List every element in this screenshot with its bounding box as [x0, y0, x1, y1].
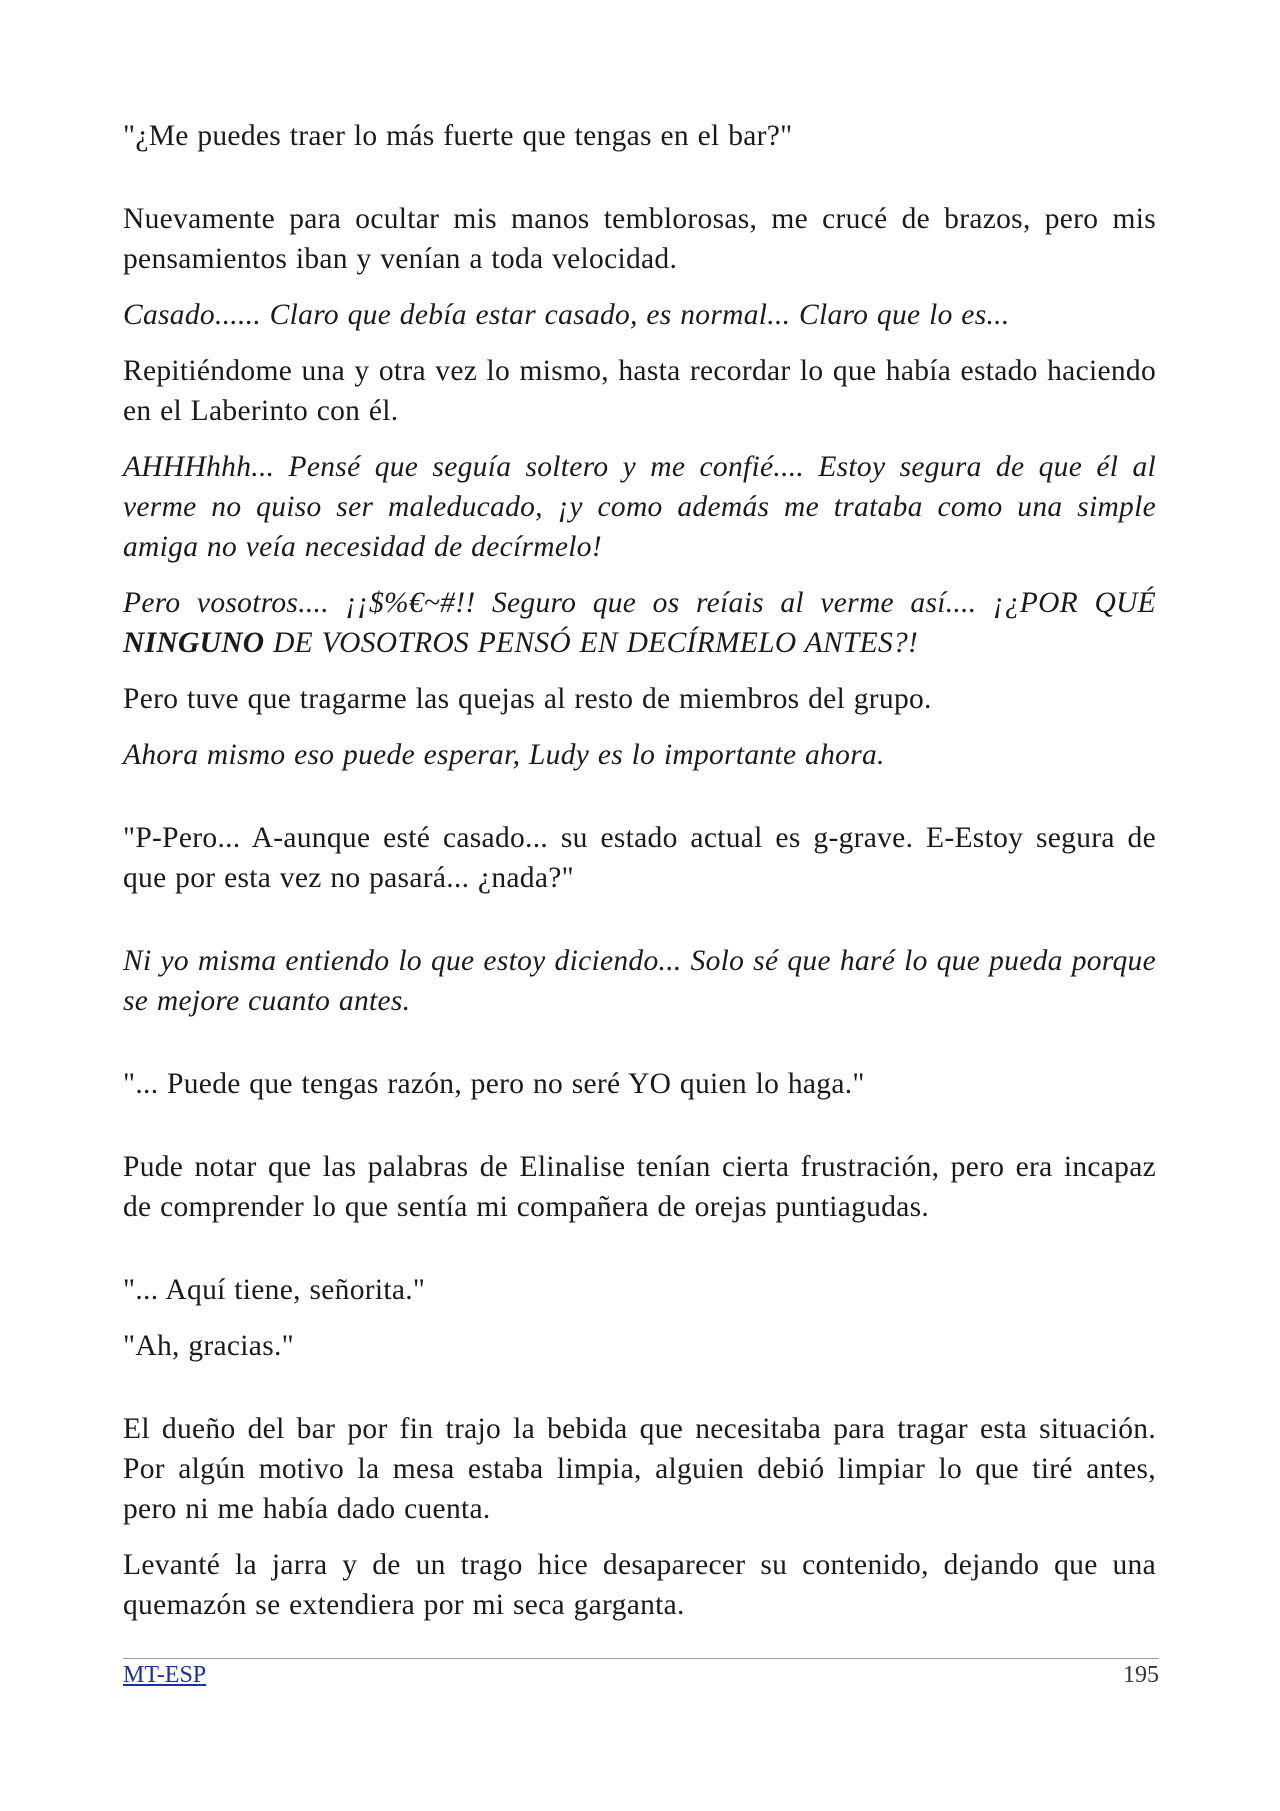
thought-paragraph: Ni yo misma entiendo lo que estoy diciendo... Solo sé que haré lo que pueda porque se mejore cuanto antes.	[123, 945, 1156, 1017]
emphasis-text: NINGUNO	[123, 627, 265, 659]
thought-text: DE VOSOTROS PENSÓ EN DECÍRMELO ANTES?!	[264, 627, 919, 659]
narration-paragraph: Levanté la jarra y de un trago hice desaparecer su contenido, dejando que una quemazón se extendiera por mi seca garganta.	[123, 1549, 1156, 1621]
thought-paragraph: AHHHhhh... Pensé que seguía soltero y me confié.... Estoy segura de que él al verme no quiso ser maleducado, ¡y como además me trataba como una simple amiga no veía necesidad de decírmelo!	[123, 451, 1156, 563]
narration-paragraph: Repitiéndome una y otra vez lo mismo, hasta recordar lo que había estado haciendo en el Laberinto con él.	[123, 355, 1156, 427]
footer-source-link[interactable]: MT-ESP	[123, 1662, 207, 1688]
narration-paragraph: Pude notar que las palabras de Elinalise tenían cierta frustración, pero era incapaz de comprender lo que sentía mi compañera de orejas puntiagudas.	[123, 1151, 1156, 1223]
narration-paragraph: Nuevamente para ocultar mis manos temblorosas, me crucé de brazos, pero mis pensamientos iban y venían a toda velocidad.	[123, 203, 1156, 275]
thought-text: Pero vosotros.... ¡¡$%€~#!! Seguro que os reíais al verme así.... ¡¿POR QUÉ	[123, 587, 1156, 619]
dialogue-paragraph: "¿Me puedes traer lo más fuerte que tengas en el bar?"	[123, 120, 793, 152]
thought-paragraph	[123, 583, 1156, 663]
page-footer	[123, 1658, 1159, 1695]
thought-paragraph: Casado...... Claro que debía estar casado, es normal... Claro que lo es...	[123, 299, 1010, 331]
dialogue-paragraph: "P-Pero... A-aunque esté casado... su estado actual es g-grave. E-Estoy segura de que por esta vez no pasará... ¿nada?"	[123, 822, 1156, 894]
dialogue-paragraph: "... Puede que tengas razón, pero no seré YO quien lo haga."	[123, 1068, 865, 1100]
dialogue-paragraph: "... Aquí tiene, señorita."	[123, 1274, 426, 1306]
narration-paragraph: Pero tuve que tragarme las quejas al resto de miembros del grupo.	[123, 683, 932, 715]
dialogue-paragraph: "Ah, gracias."	[123, 1330, 294, 1362]
narration-paragraph: El dueño del bar por fin trajo la bebida que necesitaba para tragar esta situación. Por algún motivo la mesa estaba limpia, alguien debió limpiar lo que tiré antes, pero ni me había dado cuenta.	[123, 1413, 1156, 1525]
page-number: 195	[1123, 1662, 1159, 1688]
thought-paragraph: Ahora mismo eso puede esperar, Ludy es lo importante ahora.	[123, 739, 885, 771]
body-text	[123, 116, 1156, 1625]
